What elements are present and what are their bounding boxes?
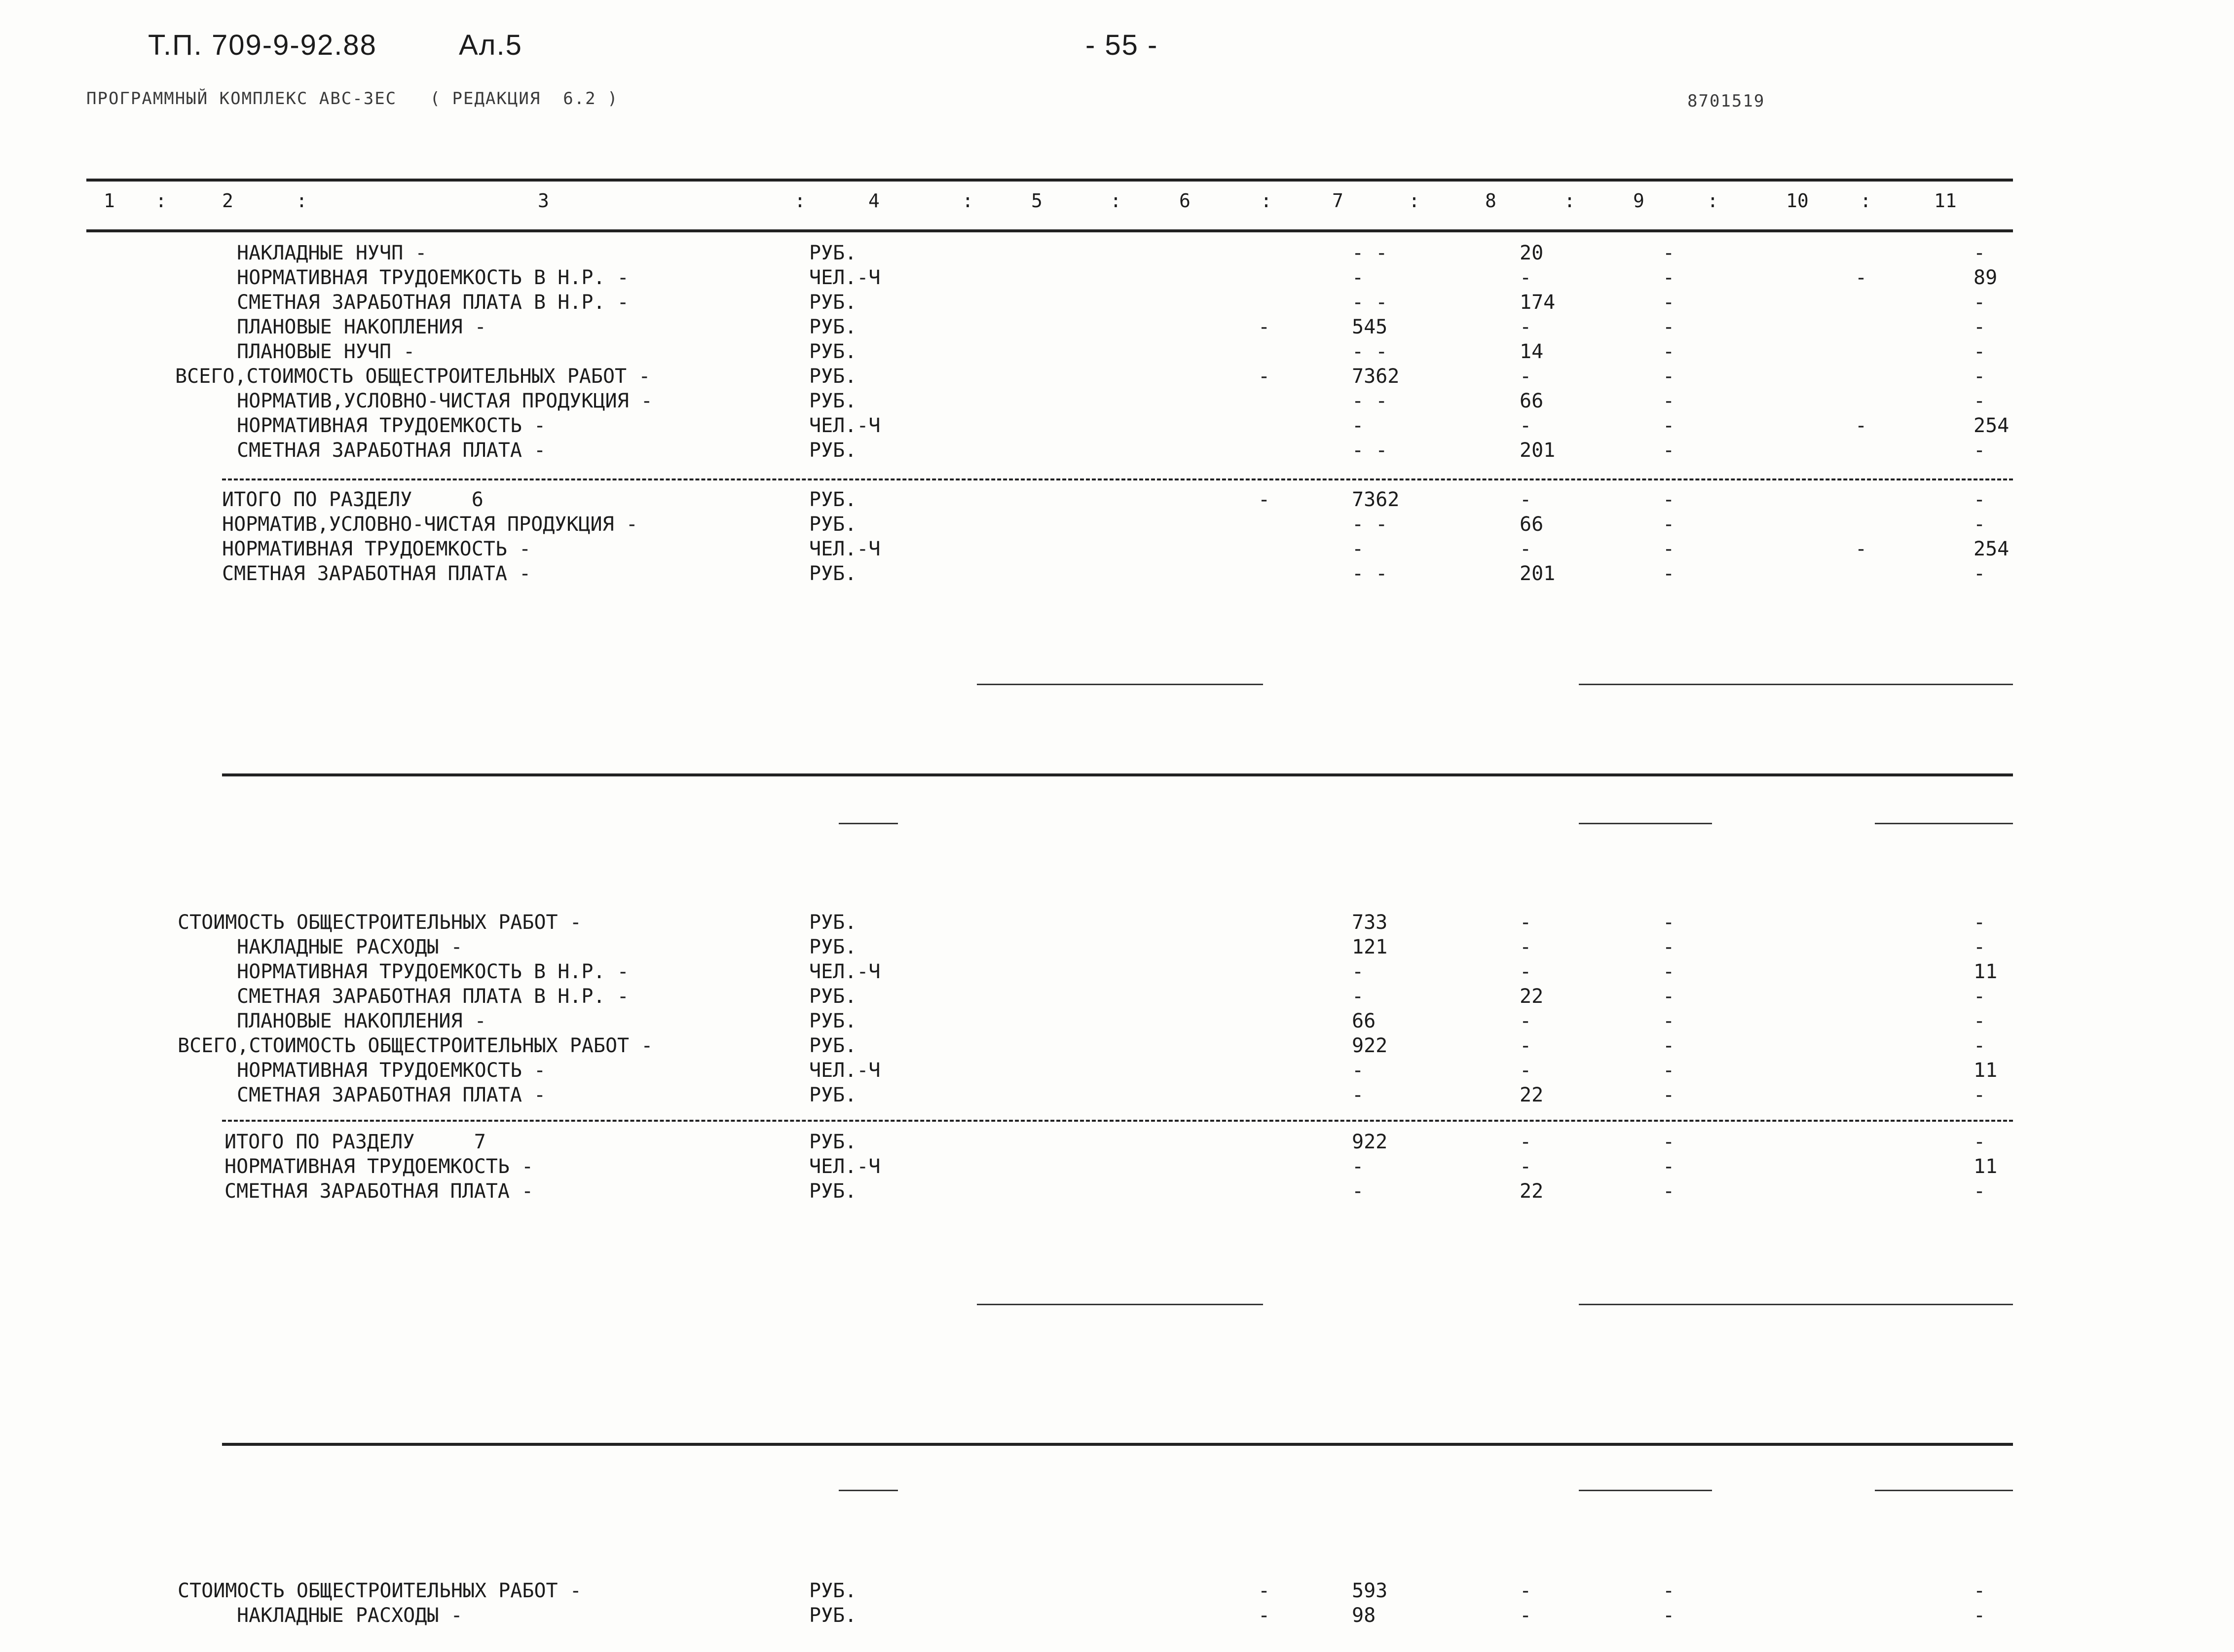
cell-col9: - xyxy=(1663,340,1675,363)
cell-col11: 254 xyxy=(1973,538,2010,560)
cell-col8: - xyxy=(1520,1131,1532,1153)
table-row xyxy=(0,265,2234,290)
row-unit: РУБ. xyxy=(809,1010,857,1032)
cell-col7: - xyxy=(1352,1084,1364,1106)
row-unit: ЧЕЛ.-Ч xyxy=(809,1155,881,1178)
cell-col7: - - xyxy=(1352,291,1388,314)
row-unit: РУБ. xyxy=(809,1131,857,1153)
cell-rule xyxy=(1579,823,1712,824)
cell-col7: - - xyxy=(1352,513,1388,536)
table-row xyxy=(0,959,2234,984)
cell-col7: 98 xyxy=(1352,1604,1376,1627)
row-unit: РУБ. xyxy=(809,316,857,338)
album-number: Ал.5 xyxy=(459,29,522,61)
cell-col9: - xyxy=(1663,1155,1675,1178)
table-row xyxy=(0,1154,2234,1179)
row-label: НАКЛАДНЫЕ РАСХОДЫ - xyxy=(237,1604,463,1627)
row-unit: РУБ. xyxy=(809,1034,857,1057)
cell-col9: - xyxy=(1663,414,1675,437)
table-row xyxy=(0,537,2234,561)
row-label: СМЕТНАЯ ЗАРАБОТНАЯ ПЛАТА - xyxy=(224,1180,534,1203)
row-unit: РУБ. xyxy=(809,1084,857,1106)
cell-col8: - xyxy=(1520,1579,1532,1602)
row-unit: ЧЕЛ.-Ч xyxy=(809,960,881,983)
table-row xyxy=(0,1033,2234,1058)
table-row xyxy=(0,241,2234,265)
cell-col11: 11 xyxy=(1973,1155,1998,1178)
cell-col8: - xyxy=(1520,1034,1532,1057)
column-separator: : xyxy=(155,190,167,212)
table-row xyxy=(0,364,2234,389)
cell-rule xyxy=(1579,1304,2013,1305)
cell-col11: - xyxy=(1973,291,1986,314)
program-line: ПРОГРАММНЫЙ КОМПЛЕКС АВС-3ЕС ( РЕДАКЦИЯ 6.2 ) xyxy=(86,89,619,109)
cell-col10: - xyxy=(1855,266,1867,289)
cell-rule xyxy=(1579,684,2013,685)
cell-col9: - xyxy=(1663,1131,1675,1153)
table-row xyxy=(0,487,2234,512)
cell-col8: 22 xyxy=(1520,985,1544,1008)
cell-col8: - xyxy=(1520,1604,1532,1627)
row-unit: ЧЕЛ.-Ч xyxy=(809,414,881,437)
row-label: ПЛАНОВЫЕ НАКОПЛЕНИЯ - xyxy=(237,1010,486,1032)
cell-col11: - xyxy=(1973,936,1986,958)
row-label: ИТОГО ПО РАЗДЕЛУ 6 xyxy=(222,488,484,511)
row-unit: РУБ. xyxy=(809,1180,857,1203)
cell-col8: - xyxy=(1520,936,1532,958)
column-separator: : xyxy=(1564,190,1575,212)
cell-col6: - xyxy=(1258,365,1270,388)
cell-col11: - xyxy=(1973,1084,1986,1106)
doc-number: 8701519 xyxy=(1687,91,1765,111)
row-label: НОРМАТИВНАЯ ТРУДОЕМКОСТЬ В Н.Р. - xyxy=(237,266,629,289)
row-label: ВСЕГО,СТОИМОСТЬ ОБЩЕСТРОИТЕЛЬНЫХ РАБОТ - xyxy=(175,365,651,388)
row-label: ПЛАНОВЫЕ НУЧП - xyxy=(237,340,415,363)
cell-col7: - - xyxy=(1352,562,1388,585)
cell-col7: 545 xyxy=(1352,316,1388,338)
column-separator: : xyxy=(962,190,973,212)
cell-col7: - xyxy=(1352,985,1364,1008)
table-row xyxy=(0,315,2234,339)
row-label: НОРМАТИВНАЯ ТРУДОЕМКОСТЬ - xyxy=(222,538,531,560)
row-unit: РУБ. xyxy=(809,340,857,363)
cell-col7: 922 xyxy=(1352,1131,1388,1153)
cell-col8: - xyxy=(1520,266,1532,289)
cell-col11: - xyxy=(1973,316,1986,338)
cell-col6: - xyxy=(1258,1579,1270,1602)
cell-col8: - xyxy=(1520,365,1532,388)
row-unit: РУБ. xyxy=(809,562,857,585)
cell-col9: - xyxy=(1663,1010,1675,1032)
row-label: НОРМАТИВНАЯ ТРУДОЕМКОСТЬ - xyxy=(237,414,546,437)
column-separator: : xyxy=(296,190,307,212)
cell-col9: - xyxy=(1663,985,1675,1008)
cell-col11: - xyxy=(1973,1010,1986,1032)
page-number: - 55 - xyxy=(1085,29,1158,61)
table-row xyxy=(0,438,2234,463)
cell-col7: 7362 xyxy=(1352,488,1400,511)
cell-rule xyxy=(1579,1490,1712,1491)
cell-col8: - xyxy=(1520,538,1532,560)
document-code: Т.П. 709-9-92.88 xyxy=(148,29,377,61)
cell-col8: - xyxy=(1520,960,1532,983)
cell-col7: 121 xyxy=(1352,936,1388,958)
table-row xyxy=(0,561,2234,586)
cell-col11: 11 xyxy=(1973,960,1998,983)
cell-col7: - xyxy=(1352,538,1364,560)
cell-col7: 922 xyxy=(1352,1034,1388,1057)
cell-rule xyxy=(977,684,1263,685)
cell-col9: - xyxy=(1663,562,1675,585)
cell-col7: 66 xyxy=(1352,1010,1376,1032)
cell-col8: - xyxy=(1520,911,1532,934)
row-unit: РУБ. xyxy=(809,1604,857,1627)
cell-col9: - xyxy=(1663,1579,1675,1602)
cell-col8: 14 xyxy=(1520,340,1544,363)
cell-col8: 174 xyxy=(1520,291,1556,314)
cell-col9: - xyxy=(1663,538,1675,560)
row-label: СМЕТНАЯ ЗАРАБОТНАЯ ПЛАТА В Н.Р. - xyxy=(237,985,629,1008)
cell-col7: - - xyxy=(1352,242,1388,264)
column-separator: : xyxy=(1409,190,1420,212)
cell-col8: 66 xyxy=(1520,513,1544,536)
row-label: ВСЕГО,СТОИМОСТЬ ОБЩЕСТРОИТЕЛЬНЫХ РАБОТ - xyxy=(178,1034,653,1057)
row-label: НОРМАТИВ,УСЛОВНО-ЧИСТАЯ ПРОДУКЦИЯ - xyxy=(222,513,638,536)
row-unit: РУБ. xyxy=(809,291,857,314)
row-unit: РУБ. xyxy=(809,936,857,958)
cell-col9: - xyxy=(1663,513,1675,536)
cell-col11: - xyxy=(1973,390,1986,412)
column-number: 7 xyxy=(1332,190,1343,212)
cell-col8: - xyxy=(1520,1010,1532,1032)
cell-col8: 66 xyxy=(1520,390,1544,412)
row-label: СТОИМОСТЬ ОБЩЕСТРОИТЕЛЬНЫХ РАБОТ - xyxy=(178,1579,582,1602)
cell-col11: - xyxy=(1973,911,1986,934)
cell-col8: 22 xyxy=(1520,1084,1544,1106)
cell-col11: - xyxy=(1973,1579,1986,1602)
unit-rule xyxy=(839,823,898,824)
table-row xyxy=(0,1058,2234,1083)
row-unit: РУБ. xyxy=(809,242,857,264)
cell-col11: 254 xyxy=(1973,414,2010,437)
divider-rule xyxy=(222,478,2013,480)
cell-col9: - xyxy=(1663,390,1675,412)
cell-col10: - xyxy=(1855,538,1867,560)
cell-col11: - xyxy=(1973,1034,1986,1057)
row-label: НОРМАТИВНАЯ ТРУДОЕМКОСТЬ В Н.Р. - xyxy=(237,960,629,983)
column-number: 8 xyxy=(1485,190,1496,212)
row-unit: РУБ. xyxy=(809,365,857,388)
cell-col8: 20 xyxy=(1520,242,1544,264)
table-row xyxy=(0,389,2234,413)
column-separator: : xyxy=(1261,190,1272,212)
cell-rule xyxy=(977,1304,1263,1305)
row-label: НОРМАТИВНАЯ ТРУДОЕМКОСТЬ - xyxy=(224,1155,534,1178)
cell-col7: 7362 xyxy=(1352,365,1400,388)
table-row xyxy=(0,290,2234,315)
row-label: НАКЛАДНЫЕ РАСХОДЫ - xyxy=(237,936,463,958)
cell-col7: 593 xyxy=(1352,1579,1388,1602)
cell-col11: - xyxy=(1973,365,1986,388)
row-unit: РУБ. xyxy=(809,488,857,511)
cell-col7: - xyxy=(1352,1180,1364,1203)
table-row xyxy=(0,413,2234,438)
column-separator: : xyxy=(1707,190,1718,212)
row-unit: РУБ. xyxy=(809,513,857,536)
cell-col9: - xyxy=(1663,960,1675,983)
cell-col9: - xyxy=(1663,242,1675,264)
table-row xyxy=(0,1579,2234,1603)
column-separator: : xyxy=(794,190,806,212)
table-row xyxy=(0,935,2234,959)
cell-col11: - xyxy=(1973,242,1986,264)
row-unit: РУБ. xyxy=(809,985,857,1008)
cell-col11: - xyxy=(1973,340,1986,363)
cell-col6: - xyxy=(1258,316,1270,338)
row-unit: РУБ. xyxy=(809,439,857,462)
cell-col8: 201 xyxy=(1520,439,1556,462)
row-label: СМЕТНАЯ ЗАРАБОТНАЯ ПЛАТА В Н.Р. - xyxy=(237,291,629,314)
column-separator: : xyxy=(1110,190,1121,212)
cell-col11: - xyxy=(1973,562,1986,585)
cell-col9: - xyxy=(1663,1180,1675,1203)
table-row xyxy=(0,910,2234,935)
cell-col9: - xyxy=(1663,316,1675,338)
cell-col11: - xyxy=(1973,439,1986,462)
cell-col7: - - xyxy=(1352,390,1388,412)
cell-col9: - xyxy=(1663,1084,1675,1106)
cell-col8: - xyxy=(1520,1059,1532,1082)
cell-col11: - xyxy=(1973,488,1986,511)
row-label: НОРМАТИВ,УСЛОВНО-ЧИСТАЯ ПРОДУКЦИЯ - xyxy=(237,390,653,412)
cell-col8: 201 xyxy=(1520,562,1556,585)
cell-col9: - xyxy=(1663,936,1675,958)
column-header-rule xyxy=(86,229,2013,232)
row-unit: РУБ. xyxy=(809,911,857,934)
cell-col11: - xyxy=(1973,513,1986,536)
cell-col10: - xyxy=(1855,414,1867,437)
row-unit: РУБ. xyxy=(809,1579,857,1602)
row-unit: ЧЕЛ.-Ч xyxy=(809,266,881,289)
cell-col9: - xyxy=(1663,439,1675,462)
cell-col9: - xyxy=(1663,488,1675,511)
table-row xyxy=(0,1083,2234,1107)
row-unit: РУБ. xyxy=(809,390,857,412)
table-row xyxy=(0,512,2234,537)
row-label: СМЕТНАЯ ЗАРАБОТНАЯ ПЛАТА - xyxy=(237,1084,546,1106)
cell-col9: - xyxy=(1663,266,1675,289)
column-number: 2 xyxy=(222,190,233,212)
cell-col7: - - xyxy=(1352,340,1388,363)
cell-col11: - xyxy=(1973,1604,1986,1627)
section-rule xyxy=(222,1443,2013,1446)
cell-col11: 89 xyxy=(1973,266,1998,289)
column-number: 6 xyxy=(1179,190,1191,212)
cell-col7: - xyxy=(1352,960,1364,983)
divider-rule xyxy=(222,1120,2013,1122)
cell-col7: - - xyxy=(1352,439,1388,462)
cell-rule xyxy=(1875,1490,2013,1491)
table-row xyxy=(0,339,2234,364)
cell-col8: 22 xyxy=(1520,1180,1544,1203)
cell-col11: - xyxy=(1973,1131,1986,1153)
column-number: 10 xyxy=(1786,190,1809,212)
cell-col11: - xyxy=(1973,1180,1986,1203)
cell-rule xyxy=(1875,823,2013,824)
cell-col8: - xyxy=(1520,414,1532,437)
cell-col9: - xyxy=(1663,291,1675,314)
table-row xyxy=(0,1179,2234,1204)
row-label: ПЛАНОВЫЕ НАКОПЛЕНИЯ - xyxy=(237,316,486,338)
table-row xyxy=(0,1009,2234,1033)
cell-col8: - xyxy=(1520,488,1532,511)
row-label: НОРМАТИВНАЯ ТРУДОЕМКОСТЬ - xyxy=(237,1059,546,1082)
section-rule xyxy=(222,773,2013,776)
column-number: 1 xyxy=(104,190,115,212)
column-separator: : xyxy=(1860,190,1871,212)
cell-col9: - xyxy=(1663,365,1675,388)
cell-col7: 733 xyxy=(1352,911,1388,934)
row-unit: ЧЕЛ.-Ч xyxy=(809,1059,881,1082)
cell-col6: - xyxy=(1258,1604,1270,1627)
row-label: НАКЛАДНЫЕ НУЧП - xyxy=(237,242,427,264)
table-row xyxy=(0,1130,2234,1154)
cell-col9: - xyxy=(1663,1604,1675,1627)
cell-col9: - xyxy=(1663,1059,1675,1082)
row-label: ИТОГО ПО РАЗДЕЛУ 7 xyxy=(224,1131,486,1153)
column-number: 3 xyxy=(538,190,549,212)
table-row xyxy=(0,1603,2234,1628)
column-number: 9 xyxy=(1633,190,1644,212)
cell-col11: 11 xyxy=(1973,1059,1998,1082)
cell-col11: - xyxy=(1973,985,1986,1008)
cell-col7: - xyxy=(1352,1059,1364,1082)
row-label: СМЕТНАЯ ЗАРАБОТНАЯ ПЛАТА - xyxy=(237,439,546,462)
column-number: 11 xyxy=(1934,190,1957,212)
table-top-rule xyxy=(86,179,2013,182)
cell-col7: - xyxy=(1352,266,1364,289)
cell-col7: - xyxy=(1352,1155,1364,1178)
unit-rule xyxy=(839,1490,898,1491)
row-unit: ЧЕЛ.-Ч xyxy=(809,538,881,560)
cell-col9: - xyxy=(1663,1034,1675,1057)
column-number: 5 xyxy=(1031,190,1043,212)
cell-col8: - xyxy=(1520,316,1532,338)
column-number: 4 xyxy=(868,190,880,212)
row-label: СМЕТНАЯ ЗАРАБОТНАЯ ПЛАТА - xyxy=(222,562,531,585)
cell-col6: - xyxy=(1258,488,1270,511)
table-row xyxy=(0,984,2234,1009)
cell-col7: - xyxy=(1352,414,1364,437)
cell-col9: - xyxy=(1663,911,1675,934)
row-label: СТОИМОСТЬ ОБЩЕСТРОИТЕЛЬНЫХ РАБОТ - xyxy=(178,911,582,934)
cell-col8: - xyxy=(1520,1155,1532,1178)
